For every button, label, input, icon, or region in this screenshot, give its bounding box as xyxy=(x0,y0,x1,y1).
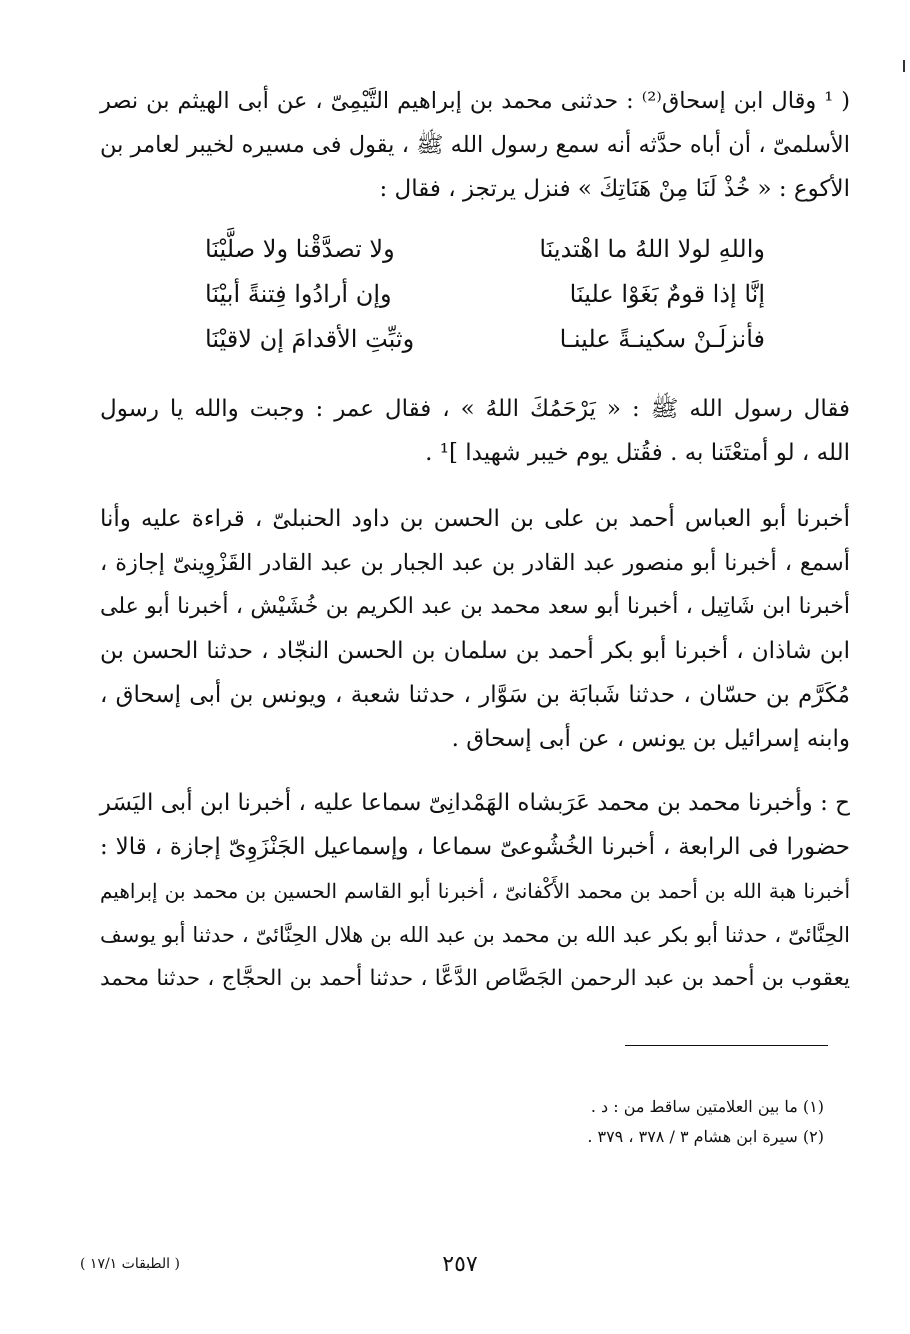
text-line: وابنه إسرائيل بن يونس ، عن أبى إسحاق . xyxy=(451,726,850,752)
text-line: الله ، لو أمتعْتَنا به . فقُتل يوم خيبر شهيدا ]¹ . xyxy=(425,440,850,466)
text-line: فقال رسول الله ﷺ : « يَرْحَمُكَ اللهُ » ، فقال عمر : وجبت والله يا رسول xyxy=(100,396,850,422)
page-number: ٢٥٧ xyxy=(442,1252,478,1277)
text-line: ابن شاذان ، أخبرنا أبو بكر أحمد بن سلمان بن الحسن النجّاد ، حدثنا الحسن بن xyxy=(100,638,850,664)
text-line: يعقوب بن أحمد بن عبد الرحمن الجَصَّاص الدَّعَّا ، حدثنا أحمد بن الحجَّاج ، حدثنا محمد xyxy=(100,966,850,991)
text-line: ( ¹ وقال ابن إسحاق⁽²⁾ : حدثنى محمد بن إبراهيم التَّيْمِىّ ، عن أبى الهيثم بن نصر xyxy=(100,88,851,114)
verse-first-hemistich: إنَّا إذا قومٌ بَغَوْا علينَا xyxy=(569,280,765,308)
text-line: أسمع ، أخبرنا أبو منصور عبد القادر بن عبد الجبار بن عبد القادر القَزْوِينىّ إجازة ، xyxy=(100,550,850,576)
poem-verse xyxy=(205,318,765,360)
text-line: حضورا فى الرابعة ، أخبرنا الخُشُوعىّ سماعا ، وإسماعيل الجَنْزَوِىّ إجازة ، قالا : xyxy=(100,834,850,860)
text-line: الحِنَّائىّ ، حدثنا أبو بكر عبد الله بن محمد بن عبد الله بن هلال الحِنَّائىّ ، حدثنا أبو يوسف xyxy=(100,923,850,947)
poem-verse xyxy=(205,228,765,270)
text-line: ح : وأخبرنا محمد بن محمد عَرَبشاه الهَمْدانِىّ سماعا عليه ، أخبرنا ابن أبى اليَسَر xyxy=(99,790,850,816)
footnote-separator xyxy=(625,1045,828,1046)
footnote: (٢) سيرة ابن هشام ٣ / ٣٧٨ ، ٣٧٩ . xyxy=(587,1127,824,1146)
scan-edge-mark xyxy=(903,60,905,72)
footnote: (١) ما بين العلامتين ساقط من : د . xyxy=(590,1097,824,1116)
text-line: مُكَرَّم بن حسّان ، حدثنا شَبابَة بن سَوَّار ، حدثنا شعبة ، ويونس بن أبى إسحاق ، xyxy=(100,682,850,708)
text-line: أخبرنا أبو العباس أحمد بن على بن الحسن بن داود الحنبلىّ ، قراءة عليه وأنا xyxy=(100,506,850,532)
text-line: أخبرنا هبة الله بن أحمد بن محمد الأَكْفانىّ ، أخبرنا أبو القاسم الحسين بن محمد بن إبراهيم xyxy=(100,879,850,903)
text-line: أخبرنا ابن شَاتِيل ، أخبرنا أبو سعد محمد بن عبد الكريم بن خُشَيْش ، أخبرنا أبو على xyxy=(100,594,850,619)
verse-first-hemistich: واللهِ لولا اللهُ ما اهْتدينَا xyxy=(539,235,765,263)
signature-mark: ( الطبقات ١٧/١ ) xyxy=(80,1256,180,1272)
verse-first-hemistich: فأنزلَـنْ سكينـةً علينـا xyxy=(559,325,765,353)
verse-second-hemistich: وإن أرادُوا فِتنةً أبيْنَا xyxy=(205,280,392,308)
verse-second-hemistich: وثبِّتِ الأقدامَ إن لاقيْنَا xyxy=(205,325,415,353)
text-line: الأسلمىّ ، أن أباه حدَّثه أنه سمع رسول الله ﷺ ، يقول فى مسيره لخيبر لعامر بن xyxy=(100,132,850,158)
verse-second-hemistich: ولا تصدَّقْنا ولا صلَّيْنَا xyxy=(205,235,395,263)
text-line: الأكوع : « خُذْ لَنَا مِنْ هَنَاتِكَ » فنزل يرتجز ، فقال : xyxy=(379,176,850,202)
poem-verse xyxy=(205,273,765,315)
